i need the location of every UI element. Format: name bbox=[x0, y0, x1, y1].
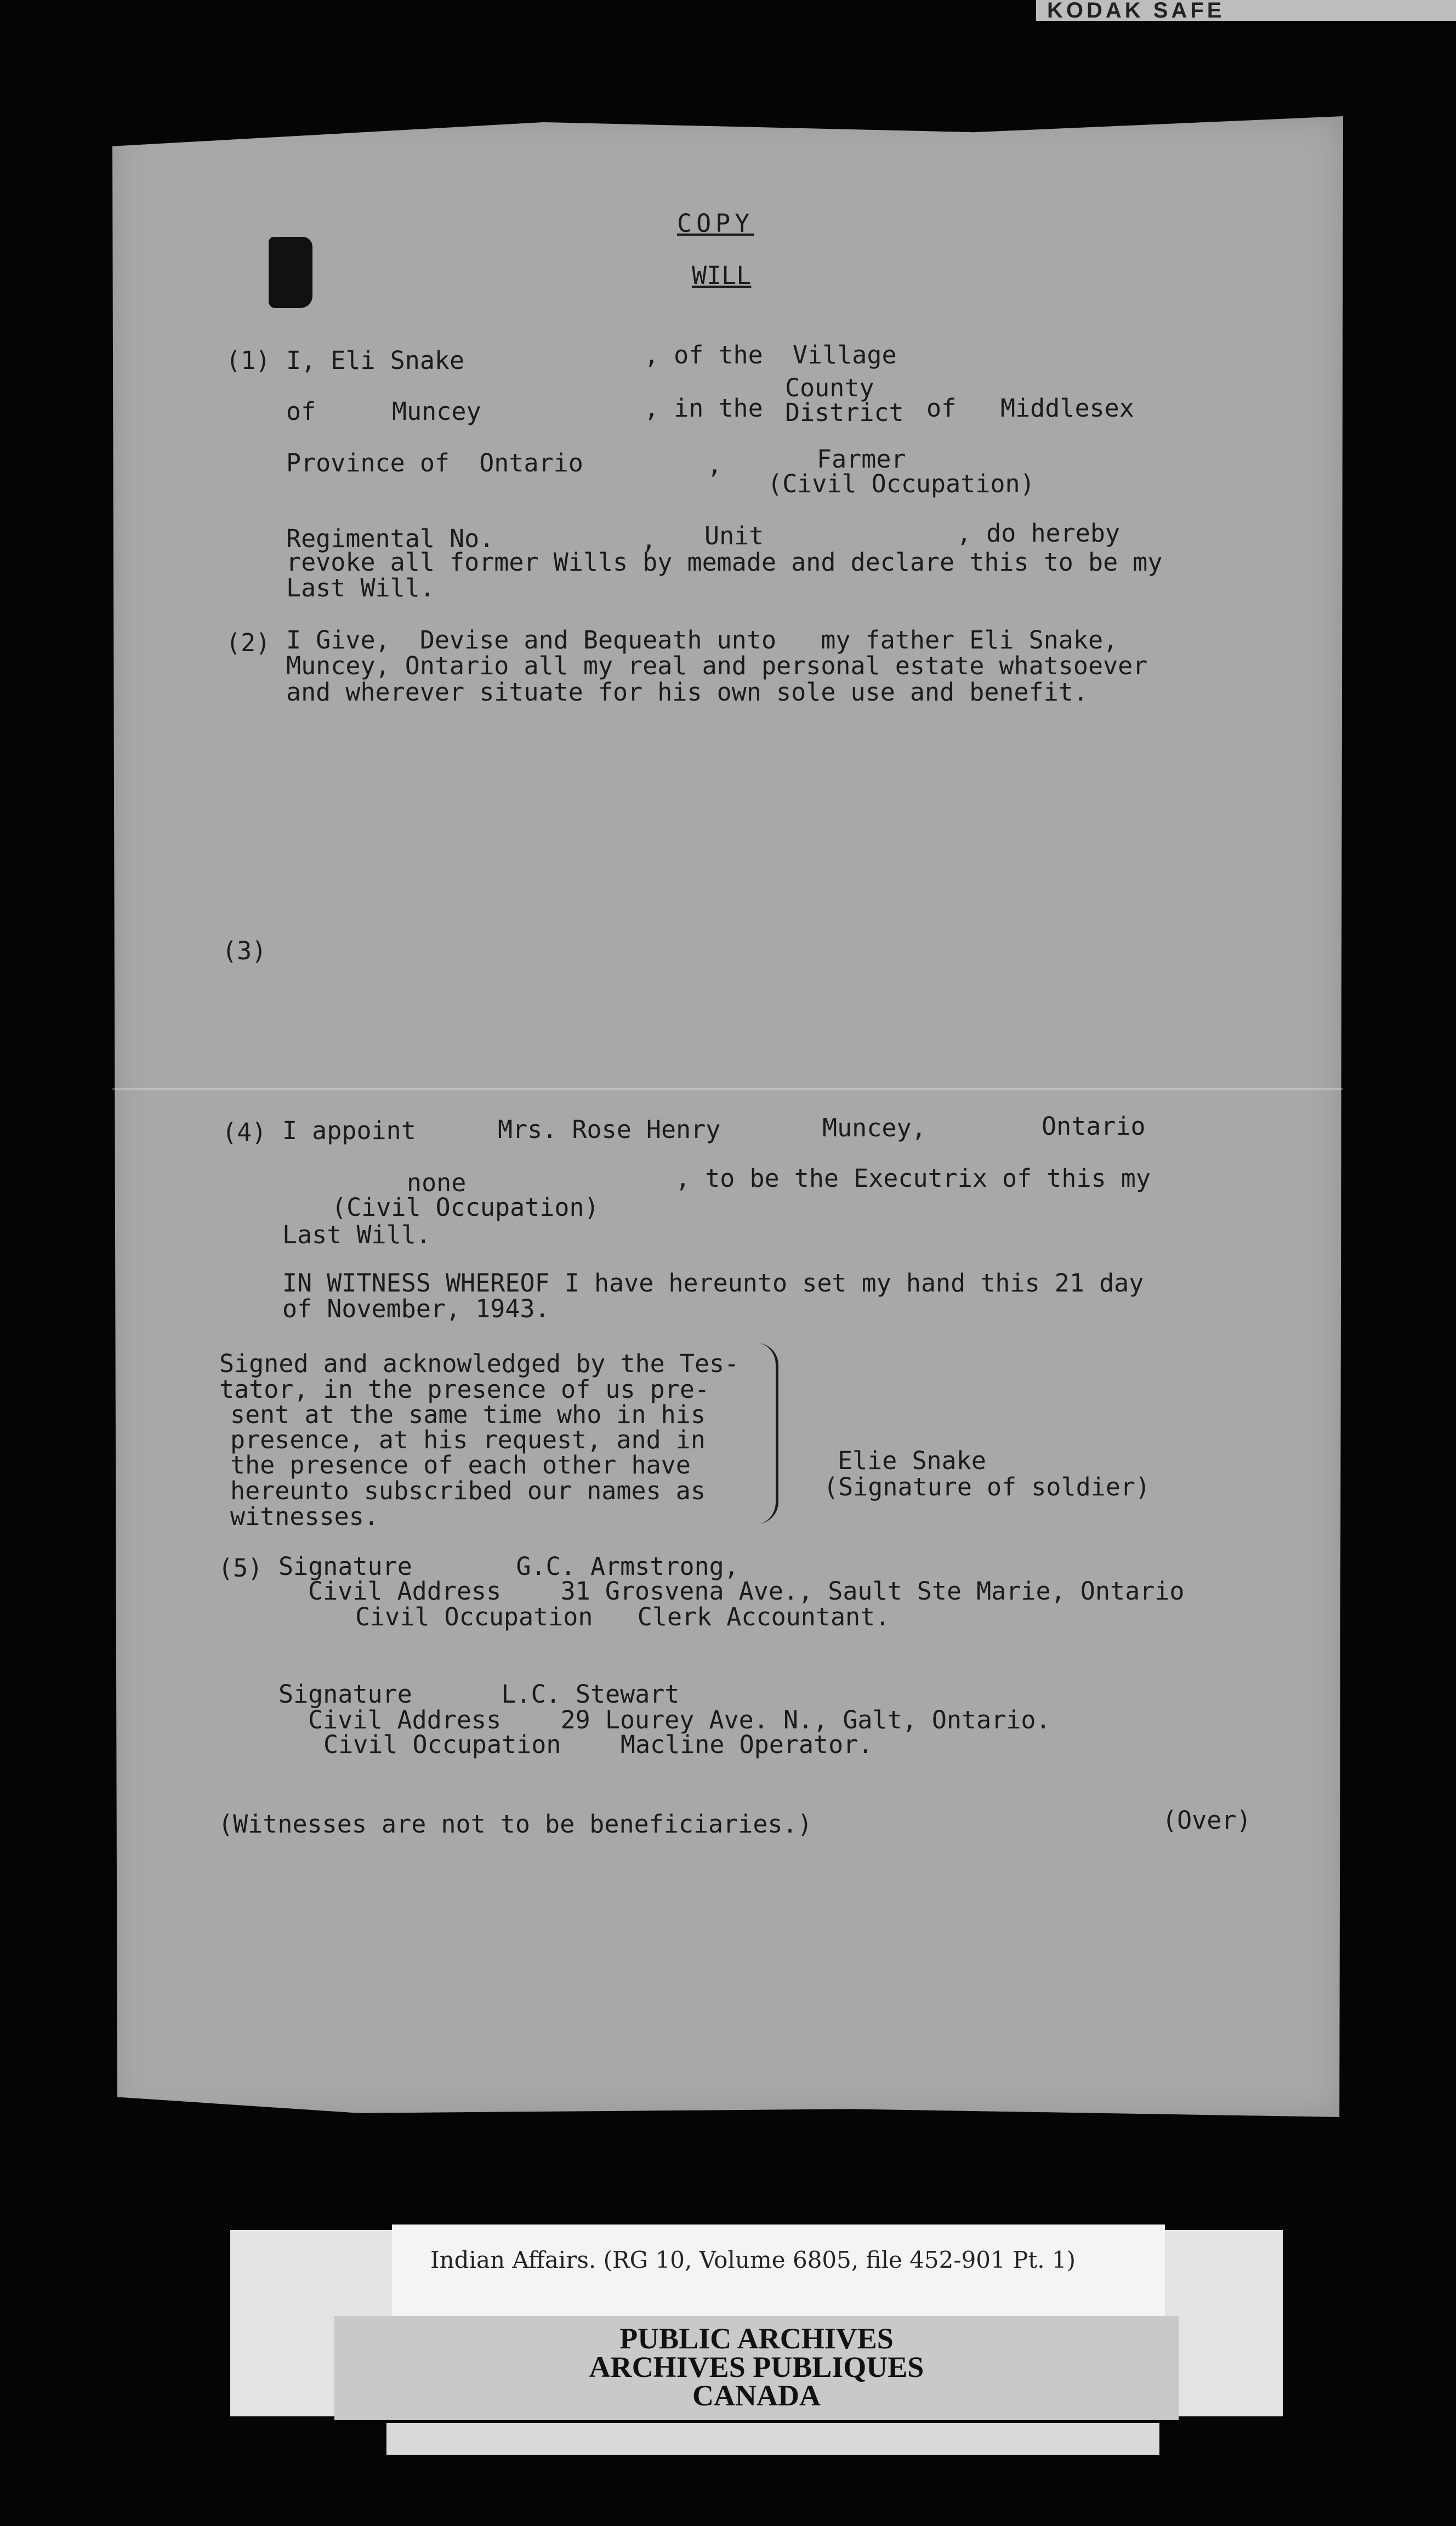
soldier-signature-label: (Signature of soldier) bbox=[823, 1472, 1151, 1501]
archive-label-strip bbox=[386, 2423, 1159, 2455]
witness-1-signature: Signature G.C. Armstrong, bbox=[278, 1552, 739, 1581]
clause-2-line-3: and wherever situate for his own sole use and benefit. bbox=[286, 678, 1088, 707]
witness-statement-line-2: of November, 1943. bbox=[282, 1294, 550, 1323]
clause-4-appoint: I appoint bbox=[282, 1116, 416, 1145]
witness-2-occupation: Civil Occupation Macline Operator. bbox=[323, 1730, 873, 1759]
clause-1-occupation: Farmer bbox=[817, 445, 906, 474]
heading-copy: COPY bbox=[677, 209, 754, 238]
clause-1-county-name: Middlesex bbox=[1000, 394, 1134, 423]
archive-country: CANADA bbox=[692, 2379, 821, 2412]
attestation-brace bbox=[754, 1343, 778, 1524]
clause-1-number: (1) bbox=[226, 346, 271, 375]
clause-1-revoke: revoke all former Wills by memade and declare this to be my bbox=[286, 548, 1163, 577]
clause-4-executrix-province: Ontario bbox=[1042, 1112, 1146, 1141]
clause-1-last-will: Last Will. bbox=[286, 573, 435, 602]
clause-1-place: Muncey bbox=[392, 397, 481, 426]
clause-1-province: Province of Ontario bbox=[286, 448, 583, 477]
clause-4-occupation-label: (Civil Occupation) bbox=[332, 1193, 599, 1222]
clause-1-regimental: Regimental No. bbox=[286, 524, 494, 553]
clause-4-occupation: none bbox=[407, 1168, 467, 1197]
witness-1-occupation: Civil Occupation Clerk Accountant. bbox=[355, 1602, 890, 1631]
witness-1-address: Civil Address 31 Grosvena Ave., Sault Ste Marie, Ontario bbox=[308, 1577, 1185, 1606]
heading-will: WILL bbox=[692, 261, 752, 290]
attestation-line-2: tator, in the presence of us pre- bbox=[219, 1375, 710, 1404]
clause-1-of-2: of bbox=[926, 394, 957, 423]
soldier-signature: Elie Snake bbox=[838, 1446, 986, 1475]
witness-statement-line-1: IN WITNESS WHEREOF I have hereunto set my hand this 21 day bbox=[282, 1268, 1144, 1298]
footer-over: (Over) bbox=[1162, 1806, 1252, 1835]
attestation-line-7: witnesses. bbox=[230, 1502, 379, 1531]
witness-2-signature: Signature L.C. Stewart bbox=[278, 1680, 680, 1709]
page-fold-line bbox=[112, 1088, 1343, 1090]
attestation-line-1: Signed and acknowledged by the Tes- bbox=[219, 1349, 740, 1378]
clause-1-in-the: , in the bbox=[644, 394, 763, 423]
clause-1-of: of bbox=[286, 397, 316, 426]
clause-1-county: County bbox=[785, 373, 874, 402]
film-edge-marking: KODAK SAFE bbox=[1036, 0, 1456, 21]
clause-1-unit: Unit bbox=[704, 521, 764, 550]
attestation-line-5: the presence of each other have bbox=[230, 1450, 691, 1480]
footer-note: (Witnesses are not to be beneficiaries.) bbox=[218, 1810, 812, 1839]
clause-1-do-hereby: , do hereby bbox=[957, 519, 1121, 548]
clause-2-line-1: I Give, Devise and Bequeath unto my father Eli Snake, bbox=[286, 625, 1118, 655]
archive-name-english: PUBLIC ARCHIVES bbox=[619, 2322, 894, 2355]
clause-1-testator: I, Eli Snake bbox=[286, 346, 465, 375]
clause-2-line-2: Muncey, Ontario all my real and personal estate whatsoever bbox=[286, 651, 1148, 680]
clause-1-district: District bbox=[785, 398, 904, 427]
clause-1-village: , of the Village bbox=[644, 340, 897, 369]
clause-5-number: (5) bbox=[218, 1554, 263, 1583]
clause-4-last-will: Last Will. bbox=[282, 1220, 431, 1249]
clause-4-executrix-name: Mrs. Rose Henry bbox=[498, 1115, 721, 1144]
attestation-line-3: sent at the same time who in his bbox=[230, 1400, 706, 1429]
clause-4-number: (4) bbox=[222, 1118, 267, 1147]
archive-name-french: ARCHIVES PUBLIQUES bbox=[589, 2351, 924, 2383]
witness-2-address: Civil Address 29 Lourey Ave. N., Galt, Ontario. bbox=[308, 1705, 1051, 1734]
archive-reference: Indian Affairs. (RG 10, Volume 6805, file 452-901 Pt. 1) bbox=[430, 2246, 1076, 2273]
attestation-line-4: presence, at his request, and in bbox=[230, 1425, 706, 1454]
attestation-line-6: hereunto subscribed our names as bbox=[230, 1476, 706, 1505]
clause-1-occupation-label: (Civil Occupation) bbox=[767, 469, 1035, 498]
clause-1-comma-2: , bbox=[641, 525, 657, 554]
clause-1-comma: , bbox=[707, 450, 723, 479]
clause-4-executrix-place: Muncey, bbox=[822, 1113, 926, 1142]
clause-4-executrix-role: , to be the Executrix of this my bbox=[675, 1164, 1151, 1193]
clause-2-number: (2) bbox=[226, 628, 271, 657]
clause-3-number: (3) bbox=[222, 936, 267, 965]
ink-smudge bbox=[269, 237, 312, 308]
